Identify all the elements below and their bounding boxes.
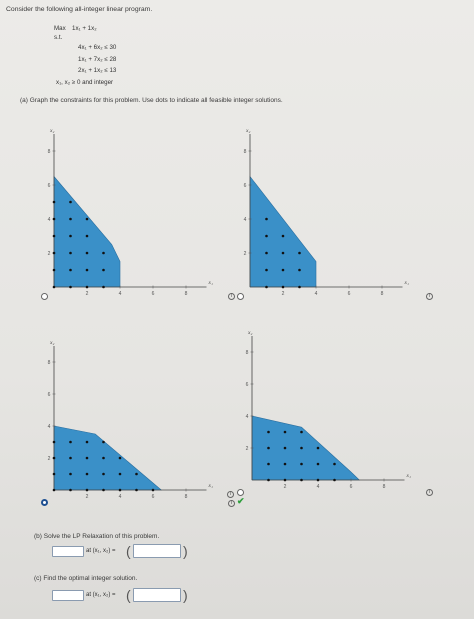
graph-option-1 — [30, 112, 230, 302]
info-icon[interactable]: i — [227, 491, 234, 498]
integer-point — [102, 269, 105, 272]
y-tick-label: 6 — [243, 183, 247, 189]
integer-point — [265, 286, 268, 289]
x-tick-label: 4 — [118, 494, 122, 500]
x-tick-label: 8 — [184, 494, 188, 500]
integer-point — [53, 457, 56, 460]
integer-point — [69, 286, 72, 289]
integer-point — [284, 447, 287, 450]
integer-point — [69, 218, 72, 221]
integer-point — [317, 463, 320, 466]
integer-point — [86, 473, 89, 476]
x-tick-label: 8 — [380, 291, 384, 297]
y-tick-label: 4 — [245, 414, 249, 420]
integer-point — [267, 447, 270, 450]
graph-option-4 — [232, 312, 432, 492]
x-tick-label: 8 — [184, 291, 188, 297]
x-tick-label: 4 — [314, 291, 318, 297]
x-tick-label: 8 — [382, 484, 386, 490]
integer-point — [265, 235, 268, 238]
part-b-at-label: at (x₁, x₂) = — [86, 548, 116, 554]
integer-point — [284, 431, 287, 434]
integer-point — [53, 269, 56, 272]
y-tick-label: 4 — [47, 424, 51, 430]
integer-point — [267, 463, 270, 466]
y-tick-label: 4 — [47, 217, 51, 223]
integer-point — [53, 441, 56, 444]
integer-point — [86, 235, 89, 238]
integer-point — [284, 479, 287, 482]
integer-point — [69, 489, 72, 492]
integer-point — [53, 489, 56, 492]
radio-option-4[interactable] — [237, 489, 244, 496]
integer-point — [333, 479, 336, 482]
st-label: s.t. — [54, 34, 63, 41]
integer-point — [333, 463, 336, 466]
radio-option-1[interactable] — [41, 293, 48, 300]
integer-point — [102, 286, 105, 289]
integer-point — [267, 431, 270, 434]
integer-point — [152, 489, 155, 492]
objective-function: 1x₁ + 1x₂ — [72, 25, 97, 32]
integer-point — [53, 201, 56, 204]
constraint-2: 1x₁ + 7x₂ ≤ 28 — [78, 56, 117, 63]
integer-point — [102, 473, 105, 476]
close-paren: ) — [183, 543, 188, 559]
integer-point — [282, 235, 285, 238]
y-tick-label: 2 — [245, 446, 249, 452]
x-tick-label: 6 — [151, 291, 155, 297]
x-axis-label: x₁ — [208, 280, 213, 286]
x-axis-label: x₁ — [208, 483, 213, 489]
integer-point — [300, 463, 303, 466]
integer-point — [102, 252, 105, 255]
x-axis-label: x₁ — [406, 473, 411, 479]
open-paren: ( — [126, 587, 131, 603]
radio-option-3[interactable] — [41, 499, 48, 506]
integer-point — [69, 457, 72, 460]
y-axis-label: x₂ — [50, 128, 55, 134]
integer-point — [86, 269, 89, 272]
integer-point — [135, 473, 138, 476]
integer-point — [53, 473, 56, 476]
constraint-3: 2x₁ + 1x₂ ≤ 13 — [78, 67, 117, 74]
integer-point — [86, 218, 89, 221]
constraint-1: 4x₁ + 6x₂ ≤ 30 — [78, 44, 117, 51]
x-tick-label: 2 — [85, 291, 89, 297]
y-tick-label: 8 — [245, 350, 249, 356]
integer-point — [86, 441, 89, 444]
integer-point — [300, 431, 303, 434]
close-paren: ) — [183, 587, 188, 603]
info-icon[interactable]: i — [228, 500, 235, 507]
integer-point — [86, 457, 89, 460]
integer-point — [119, 489, 122, 492]
x-tick-label: 2 — [85, 494, 89, 500]
graph-option-2 — [230, 112, 430, 302]
y-tick-label: 2 — [47, 251, 51, 257]
integer-point — [298, 252, 301, 255]
y-axis-label: x₂ — [248, 330, 253, 336]
integer-point — [298, 269, 301, 272]
part-c-prompt: (c) Find the optimal integer solution. — [34, 575, 138, 582]
y-tick-label: 2 — [47, 456, 51, 462]
integer-point — [69, 269, 72, 272]
graph-option-3 — [30, 322, 230, 502]
lp-point-input[interactable] — [133, 544, 181, 558]
integer-point — [317, 447, 320, 450]
integer-point — [53, 235, 56, 238]
y-tick-label: 6 — [47, 183, 51, 189]
problem-header: Consider the following all-integer linear program. — [6, 6, 153, 13]
y-tick-label: 6 — [245, 382, 249, 388]
integer-point — [102, 489, 105, 492]
integer-point — [102, 457, 105, 460]
x-tick-label: 6 — [347, 291, 351, 297]
radio-option-2[interactable] — [237, 293, 244, 300]
y-tick-label: 2 — [243, 251, 247, 257]
integer-point — [317, 479, 320, 482]
integer-point — [300, 479, 303, 482]
x-axis-label: x₁ — [404, 280, 409, 286]
y-tick-label: 4 — [243, 217, 247, 223]
integer-point — [69, 252, 72, 255]
integer-point — [69, 441, 72, 444]
integer-point — [300, 447, 303, 450]
integer-point — [119, 457, 122, 460]
integer-point — [53, 218, 56, 221]
integer-point — [265, 218, 268, 221]
integer-point-input[interactable] — [133, 588, 181, 602]
integer-point — [265, 269, 268, 272]
integer-point — [69, 473, 72, 476]
open-paren: ( — [126, 543, 131, 559]
x-tick-label: 6 — [151, 494, 155, 500]
y-axis-label: x₂ — [50, 340, 55, 346]
integer-value-input[interactable] — [52, 590, 84, 601]
x-tick-label: 6 — [349, 484, 353, 490]
x-tick-label: 4 — [118, 291, 122, 297]
integer-point — [282, 252, 285, 255]
nonnegativity: x₁, x₂ ≥ 0 and integer — [56, 79, 114, 86]
objective-label: Max — [54, 25, 66, 32]
correct-check-icon: ✔ — [237, 496, 245, 506]
integer-point — [102, 441, 105, 444]
y-tick-label: 6 — [47, 392, 51, 398]
integer-point — [282, 269, 285, 272]
x-tick-label: 2 — [283, 484, 287, 490]
integer-point — [265, 252, 268, 255]
integer-point — [53, 252, 56, 255]
integer-point — [69, 235, 72, 238]
part-b-prompt: (b) Solve the LP Relaxation of this problem. — [34, 533, 160, 540]
integer-point — [267, 479, 270, 482]
integer-point — [284, 463, 287, 466]
integer-point — [69, 201, 72, 204]
info-icon[interactable]: i — [426, 293, 433, 300]
y-tick-label: 8 — [47, 149, 51, 155]
integer-point — [119, 473, 122, 476]
integer-point — [282, 286, 285, 289]
part-a-prompt: (a) Graph the constraints for this problem. Use dots to indicate all feasible integer solutions. — [20, 97, 283, 104]
info-icon[interactable]: i — [426, 489, 433, 496]
integer-point — [86, 286, 89, 289]
y-tick-label: 8 — [243, 149, 247, 155]
x-tick-label: 2 — [281, 291, 285, 297]
y-axis-label: x₂ — [246, 128, 251, 134]
y-tick-label: 8 — [47, 360, 51, 366]
integer-point — [53, 286, 56, 289]
lp-value-input[interactable] — [52, 546, 84, 557]
integer-point — [86, 252, 89, 255]
info-icon[interactable]: i — [228, 293, 235, 300]
integer-point — [298, 286, 301, 289]
part-c-at-label: at (x₁, x₂) = — [86, 592, 116, 598]
integer-point — [86, 489, 89, 492]
integer-point — [135, 489, 138, 492]
x-tick-label: 4 — [316, 484, 320, 490]
